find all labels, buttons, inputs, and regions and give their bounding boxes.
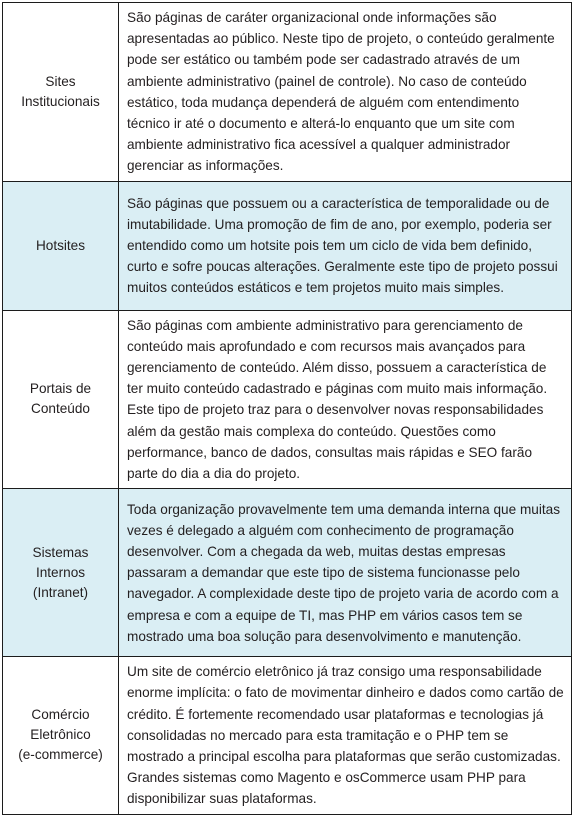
project-types-table <box>2 2 572 815</box>
type-label: Internos <box>35 564 86 580</box>
description-cell: São páginas de caráter organizacional onde informações são apresentadas ao público. Neste tipo de projeto, o conteúdo geralmente pode ser estático ou também pode ser cadastrado através de um ambiente administrativo (painel de controle). No caso de conteúdo estático, toda mudança dependerá de alguém com entendimento técnico ir até o documento e alterá-lo enquanto que um site com ambiente administrativo fica acessível a qualquer administrador gerenciar as informações. <box>119 3 572 182</box>
type-label: Comércio <box>31 707 90 723</box>
table-row <box>3 181 572 310</box>
type-cell <box>3 181 119 310</box>
type-cell <box>3 489 119 657</box>
type-label: (e-commerce) <box>18 747 103 763</box>
type-label: Eletrônico <box>30 727 91 743</box>
description-cell: São páginas que possuem ou a característica de temporalidade ou de imutabilidade. Uma promoção de fim de ano, por exemplo, poderia ser entendido como um hotsite pois tem um ciclo de vida bem definido, curto e sofre poucas alterações. Geralmente este tipo de projeto possui muitos conteúdos estáticos e tem projetos muito mais simples. <box>119 181 572 310</box>
description-cell: São páginas com ambiente administrativo para gerenciamento de conteúdo mais aprofundado e com recursos mais avançados para gerenciamento de conteúdo. Além disso, possuem a característica de ter muito conteúdo cadastrado e páginas com muito mais informação. Este tipo de projeto traz para o desenvolver novas responsabilidades além da gestão mais complexa do conteúdo. Questões como performance, banco de dados, consultas mais rápidas e SEO farão parte do dia a dia do projeto. <box>119 310 572 489</box>
type-cell <box>3 657 119 814</box>
table-row <box>3 3 572 182</box>
description-cell: Toda organização provavelmente tem uma demanda interna que muitas vezes é delegado a alguém com conhecimento de programação desenvolver. Com a chegada da web, muitas destas empresas passaram a demandar que este tipo de sistema funcionasse pelo navegador. A complexidade deste tipo de projeto varia de acordo com a empresa e com a equipe de TI, mas PHP em vários casos tem se mostrado uma boa solução para desenvolvimento e manutenção. <box>119 489 572 657</box>
type-label: Institucionais <box>21 93 100 109</box>
type-label: Hotsites <box>35 237 86 253</box>
type-cell <box>3 3 119 182</box>
table-row <box>3 657 572 814</box>
type-label: Conteúdo <box>31 401 90 417</box>
description-cell: Um site de comércio eletrônico já traz consigo uma responsabilidade enorme implícita: o fato de movimentar dinheiro e dados como cartão de crédito. É fortemente recomendado usar plataformas e tecnologias já consolidadas no mercado para esta tramitação e o PHP tem se mostrado a principal escolha para plataformas que serão customizadas. Grandes sistemas como Magento e osCommerce usam PHP para disponibilizar suas plataformas. <box>119 657 572 814</box>
type-label: Sistemas <box>32 544 89 560</box>
table-row <box>3 310 572 489</box>
type-label: Portais de <box>29 381 92 397</box>
type-label: Sites <box>45 73 76 89</box>
table-row <box>3 489 572 657</box>
type-cell <box>3 310 119 489</box>
type-label: (Intranet) <box>32 584 89 600</box>
